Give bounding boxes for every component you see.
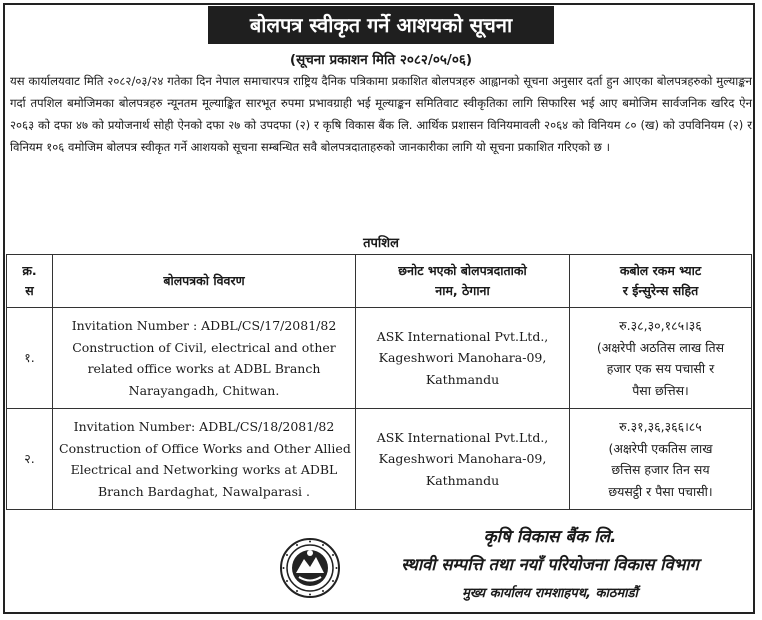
- bidder-line: Kathmandu: [425, 472, 500, 488]
- bidder-line: ASK International Pvt.Ltd.,: [376, 328, 549, 344]
- description-line: related office works at ADBL Branch: [87, 361, 321, 376]
- office-address: मुख्य कार्यालय रामशाहपथ, काठमाडौं: [462, 586, 638, 601]
- amount-line: रु.३८,३०,१८५।३६: [619, 318, 702, 333]
- notice-body: [10, 70, 752, 158]
- publication-date: (सूचना प्रकाशन मिति २०८२/०५/०६): [289, 52, 473, 68]
- bidder-line: Kathmandu: [425, 371, 500, 387]
- body-line: रुपमा प्रभावग्राही भई मूल्याङ्कन समितिवाट स्वीकृतिका लागि सिफारिस भई आए बमोजिम सार्वजनिक खरिद ऐन २०६३ को: [10, 96, 753, 132]
- amount-line: (अक्षरेपी अठतिस लाख तिस: [596, 339, 725, 355]
- notice-title: बोलपत्र स्वीकृत गर्ने आशयको सूचना: [208, 6, 554, 44]
- bid-schedule-table: [6, 254, 752, 510]
- row-bidder: [356, 409, 570, 510]
- amount-line: हजार एक सय पचासी र: [606, 361, 715, 376]
- description-line: Narayangadh, Chitwan.: [128, 382, 280, 398]
- amount-line: पैसा छत्तिस।: [632, 382, 689, 398]
- amount-line: छयसट्ठी र पैसा पचासी।: [608, 483, 713, 499]
- description-line: Construction of Civil, electrical and other: [72, 339, 336, 355]
- row-sn: २.: [7, 409, 53, 510]
- header-sn-line1: क्र.: [22, 263, 37, 278]
- description-line: Invitation Number : ADBL/CS/17/2081/82: [71, 318, 337, 333]
- row-description: [53, 308, 356, 409]
- row-sn: १.: [7, 308, 53, 409]
- amount-line: रु.३१,३६,३६६।८५: [619, 419, 702, 434]
- row-amount: [570, 308, 752, 409]
- body-line: दफा ४७ को प्रयोजनार्थ सोही ऐनको दफा २७ को उपदफा (२) र कृषि विकास बैंक लि. आर्थिक प्रशासन विनियमावली २०६४: [53, 118, 569, 132]
- table-row: [7, 308, 752, 409]
- adbl-seal-icon: [279, 537, 341, 599]
- header-bidder-line2: नाम, ठेगाना: [435, 283, 490, 298]
- department-name: स्थावी सम्पत्ति तथा नयाँ परियोजना विकास विभाग: [401, 555, 699, 574]
- header-description: बोलपत्रको विवरण: [53, 255, 356, 308]
- header-amount-line2: र ईन्सुरेन्स सहित: [622, 283, 699, 298]
- bidder-line: Kageshwori Manohara-09,: [378, 451, 547, 467]
- header-bidder: [356, 255, 570, 308]
- table-row: [7, 409, 752, 510]
- header-bidder-line1: छनोट भएको बोलपत्रदाताको: [398, 263, 527, 278]
- amount-line: छत्तिस हजार तिन सय: [611, 462, 710, 477]
- body-line: बोलपत्रदाताहरुको जानकारीका लागि यो सूचना प्रकाशित गरिएको छ ।: [320, 140, 610, 154]
- description-line: Electrical and Networking works at ADBL: [70, 462, 338, 477]
- row-description: [53, 409, 356, 510]
- body-line: को विनियम ८० (ख) को उपविनियम (२) र विनियम १०६ वमोजिम बोलपत्र स्वीकृत गर्ने आशयको सूचना सम्बन्धित सवै: [10, 118, 752, 154]
- table-caption: तपशिल: [363, 236, 399, 251]
- row-bidder: [356, 308, 570, 409]
- header-amount-line1: कबोल रकम भ्याट: [619, 263, 702, 278]
- body-line: सूचना अनुसार दर्ता हुन आएका बोलपत्रहरुको मुल्याङ्कन गर्दा तपशिल बमोजिमका बोलपत्रहरु न्यूनतम मूल्याङ्कित सारभूत: [10, 74, 752, 110]
- row-amount: [570, 409, 752, 510]
- header-sn: [7, 255, 53, 308]
- bidder-line: ASK International Pvt.Ltd.,: [376, 429, 549, 445]
- description-line: Branch Bardaghat, Nawalparasi .: [97, 483, 310, 499]
- table-header-row: [7, 255, 752, 308]
- amount-line: (अक्षरेपी एकतिस लाख: [608, 440, 713, 456]
- description-line: Invitation Number: ADBL/CS/18/2081/82: [73, 419, 335, 434]
- body-line: यस कार्यालयवाट मिति २०८२/०३/२४ गतेका दिन नेपाल समाचारपत्र राष्ट्रिय दैनिक पत्रिकामा प्रकाशित बोलपत्रहरु आह्वानको: [10, 74, 520, 88]
- bidder-line: Kageshwori Manohara-09,: [378, 350, 547, 366]
- description-line: Construction of Office Works and Other Allied: [59, 440, 351, 456]
- organization-name: कृषि विकास बैंक लि.: [483, 527, 617, 547]
- header-sn-line2: स: [25, 283, 34, 298]
- header-amount: [570, 255, 752, 308]
